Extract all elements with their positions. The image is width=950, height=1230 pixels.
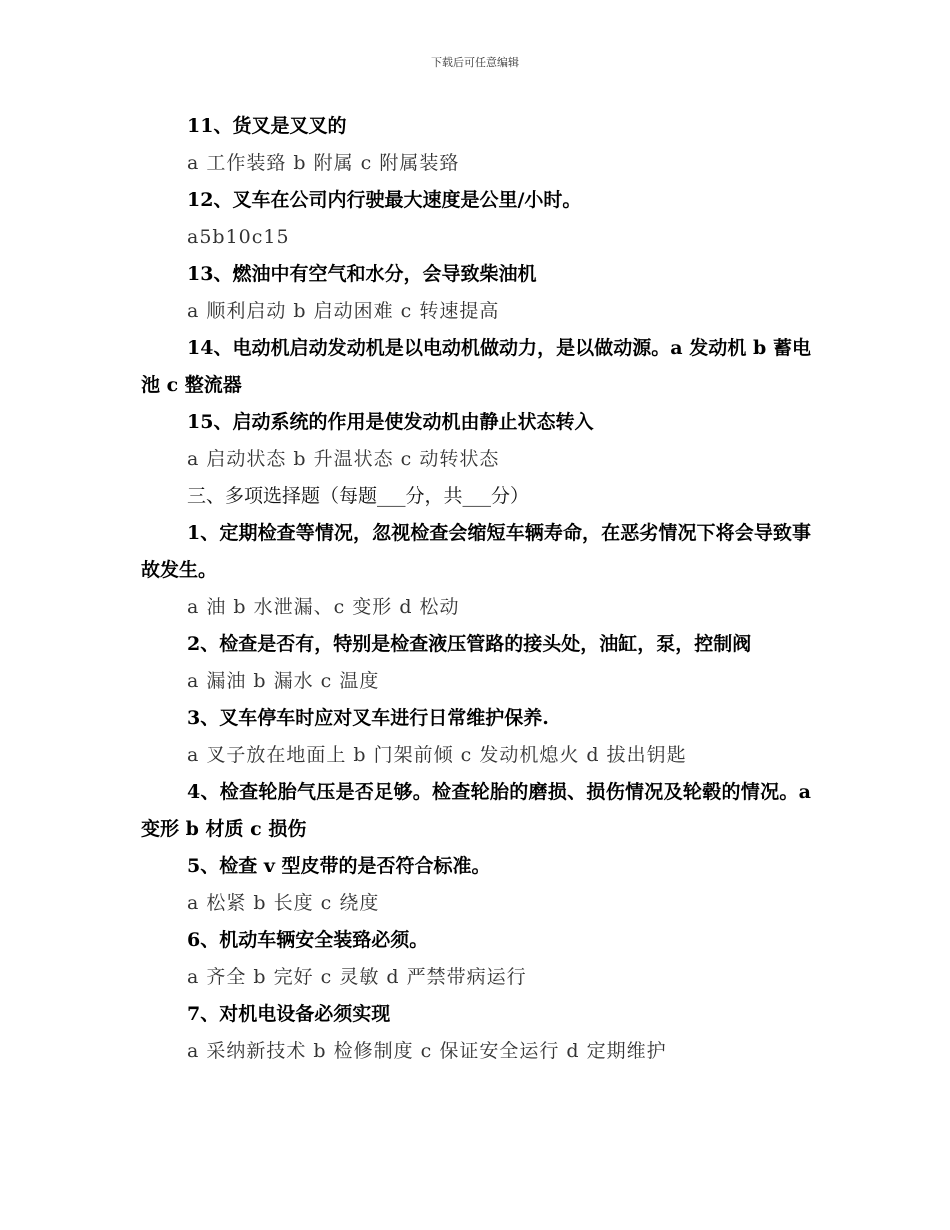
question-12: 12、叉车在公司内行驶最大速度是公里/小时。	[187, 189, 582, 211]
options-12: a5b10c15	[187, 226, 290, 248]
options-m6: a 齐全 b 完好 c 灵敏 d 严禁带病运行	[187, 966, 527, 988]
options-13: a 顺利启动 b 启动困难 c 转速提高	[187, 300, 500, 322]
options-m7: a 采纳新技术 b 检修制度 c 保证安全运行 d 定期维护	[187, 1040, 667, 1062]
options-11: a 工作装臵 b 附属 c 附属装臵	[187, 152, 460, 174]
document-body	[141, 108, 811, 1070]
options-m3: a 叉子放在地面上 b 门架前倾 c 发动机熄火 d 拔出钥匙	[187, 744, 687, 766]
question-m3: 3、叉车停车时应对叉车进行日常维护保养.	[187, 707, 549, 729]
question-m2: 2、检查是否有，特别是检查液压管路的接头处，油缸，泵，控制阀	[187, 633, 752, 655]
page-header: 下载后可任意编辑	[431, 56, 519, 69]
options-15: a 启动状态 b 升温状态 c 动转状态	[187, 448, 500, 470]
section-title-multiple-choice: 三、多项选择题（每题___分，共___分）	[187, 485, 530, 507]
question-m6: 6、机动车辆安全装臵必须。	[187, 929, 429, 951]
question-15: 15、启动系统的作用是使发动机由静止状态转入	[187, 411, 594, 433]
options-m5: a 松紧 b 长度 c 绕度	[187, 892, 380, 914]
options-m1: a 油 b 水泄漏、c 变形 d 松动	[187, 596, 460, 618]
question-11: 11、货叉是叉叉的	[187, 115, 347, 137]
question-m7: 7、对机电设备必须实现	[187, 1003, 391, 1025]
question-m5: 5、检查 v 型皮带的是否符合标准。	[187, 855, 491, 877]
question-14: 14、电动机启动发动机是以电动机做动力，是以做动源。a 发动机 b 蓄电池 c 整流器	[141, 337, 811, 396]
options-m2: a 漏油 b 漏水 c 温度	[187, 670, 380, 692]
question-m1: 1、定期检查等情况，忽视检查会缩短车辆寿命，在恶劣情况下将会导致事故发生。	[141, 522, 811, 581]
question-13: 13、燃油中有空气和水分，会导致柴油机	[187, 263, 537, 285]
question-m4: 4、检查轮胎气压是否足够。检查轮胎的磨损、损伤情况及轮毂的情况。a 变形 b 材质 c 损伤	[141, 781, 811, 840]
